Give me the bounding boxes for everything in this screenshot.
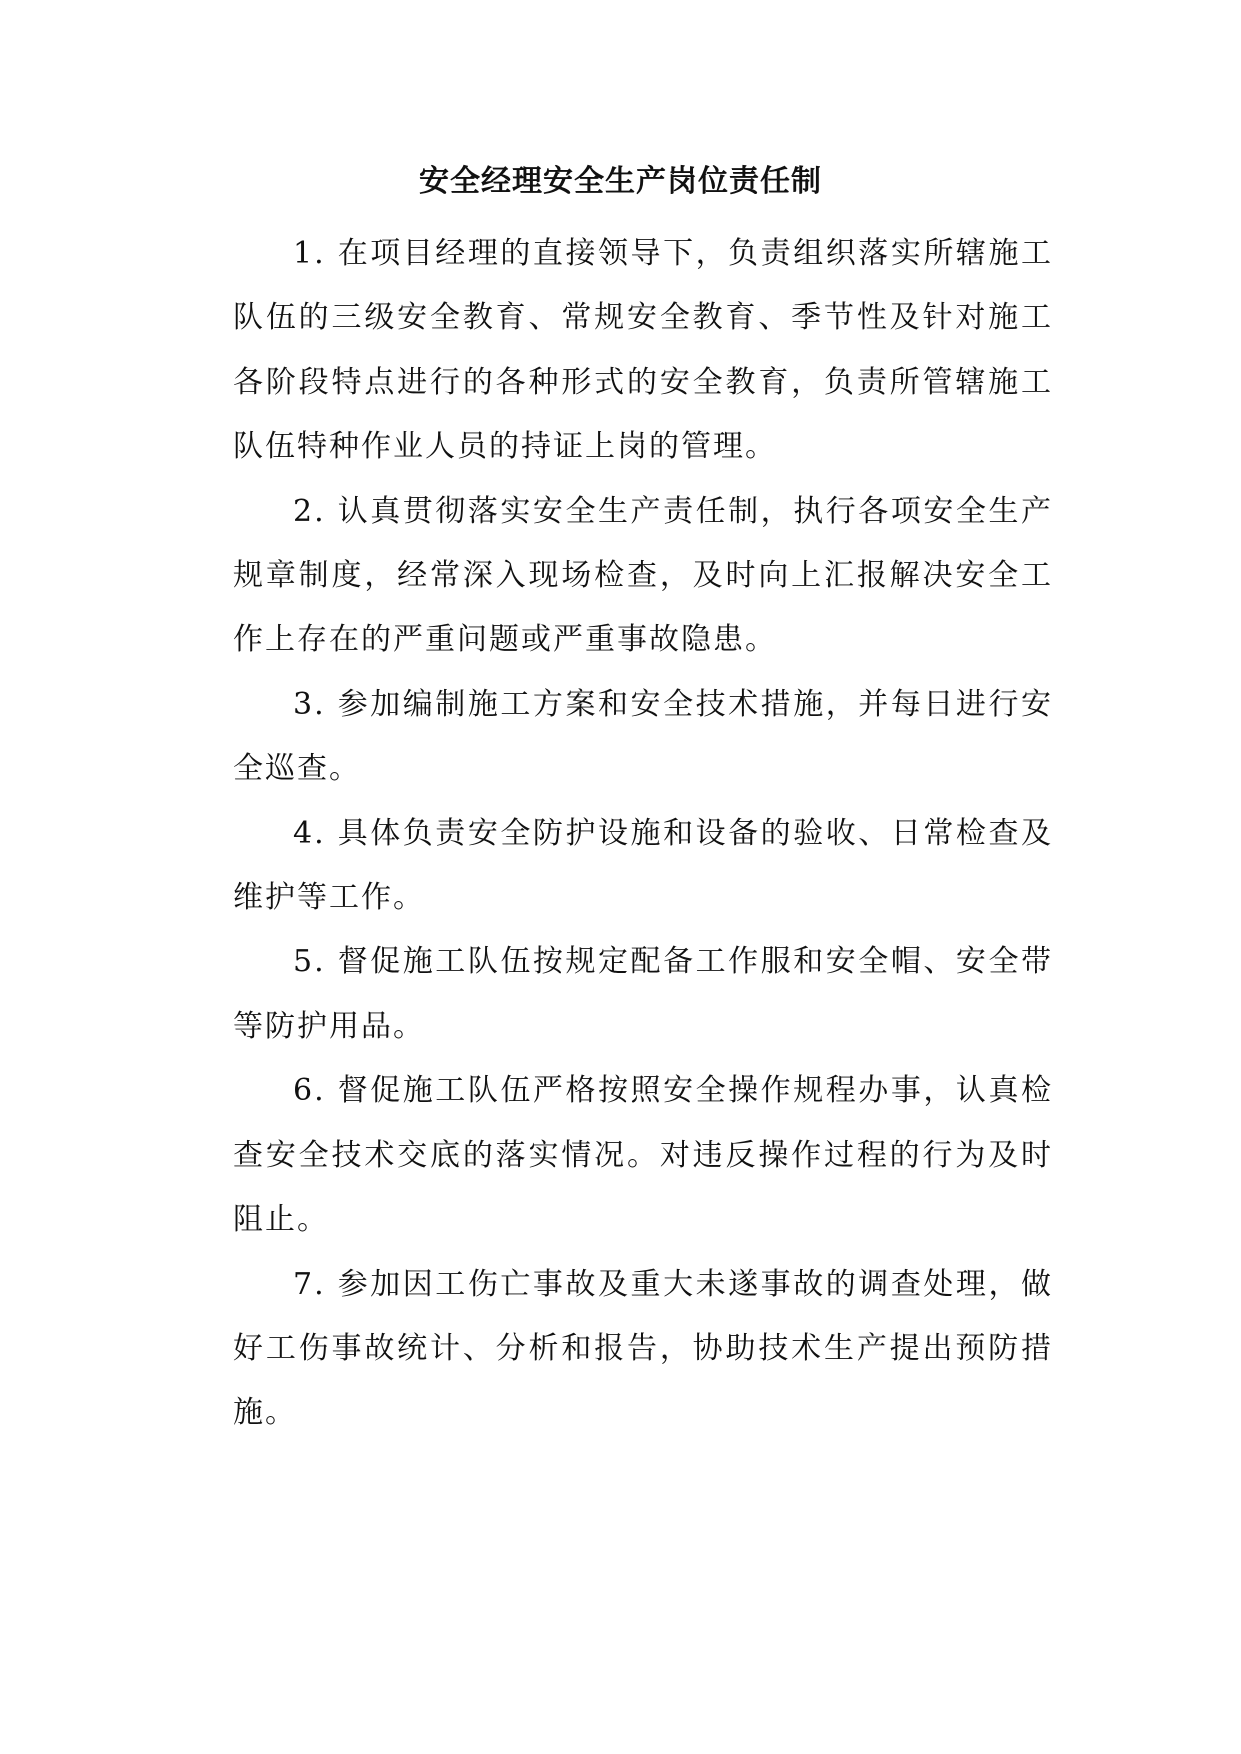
paragraph-4: 4. 具体负责安全防护设施和设备的验收、日常检查及维护等工作。 (233, 815, 1053, 916)
document-body (233, 222, 1053, 1446)
paragraph-2: 2. 认真贯彻落实安全生产责任制，执行各项安全生产规章制度，经常深入现场检查，及时向上汇报解决安全工作上存在的严重问题或严重事故隐患。 (233, 493, 1053, 658)
paragraph-5: 5. 督促施工队伍按规定配备工作服和安全帽、安全带等防护用品。 (233, 944, 1053, 1044)
paragraph-3: 3. 参加编制施工方案和安全技术措施，并每日进行安全巡查。 (233, 686, 1053, 787)
paragraph-6: 6. 督促施工队伍严格按照安全操作规程办事，认真检查安全技术交底的落实情况。对违反操作过程的行为及时阻止。 (233, 1073, 1053, 1238)
paragraph-7: 7. 参加因工伤亡事故及重大未遂事故的调查处理，做好工伤事故统计、分析和报告，协助技术生产提出预防措施。 (233, 1266, 1053, 1431)
paragraph-1: 1. 在项目经理的直接领导下，负责组织落实所辖施工队伍的三级安全教育、常规安全教育、季节性及针对施工各阶段特点进行的各种形式的安全教育，负责所管辖施工队伍特种作业人员的持证上岗的管理。 (233, 236, 1053, 465)
document-title: 安全经理安全生产岗位责任制 (419, 164, 822, 199)
